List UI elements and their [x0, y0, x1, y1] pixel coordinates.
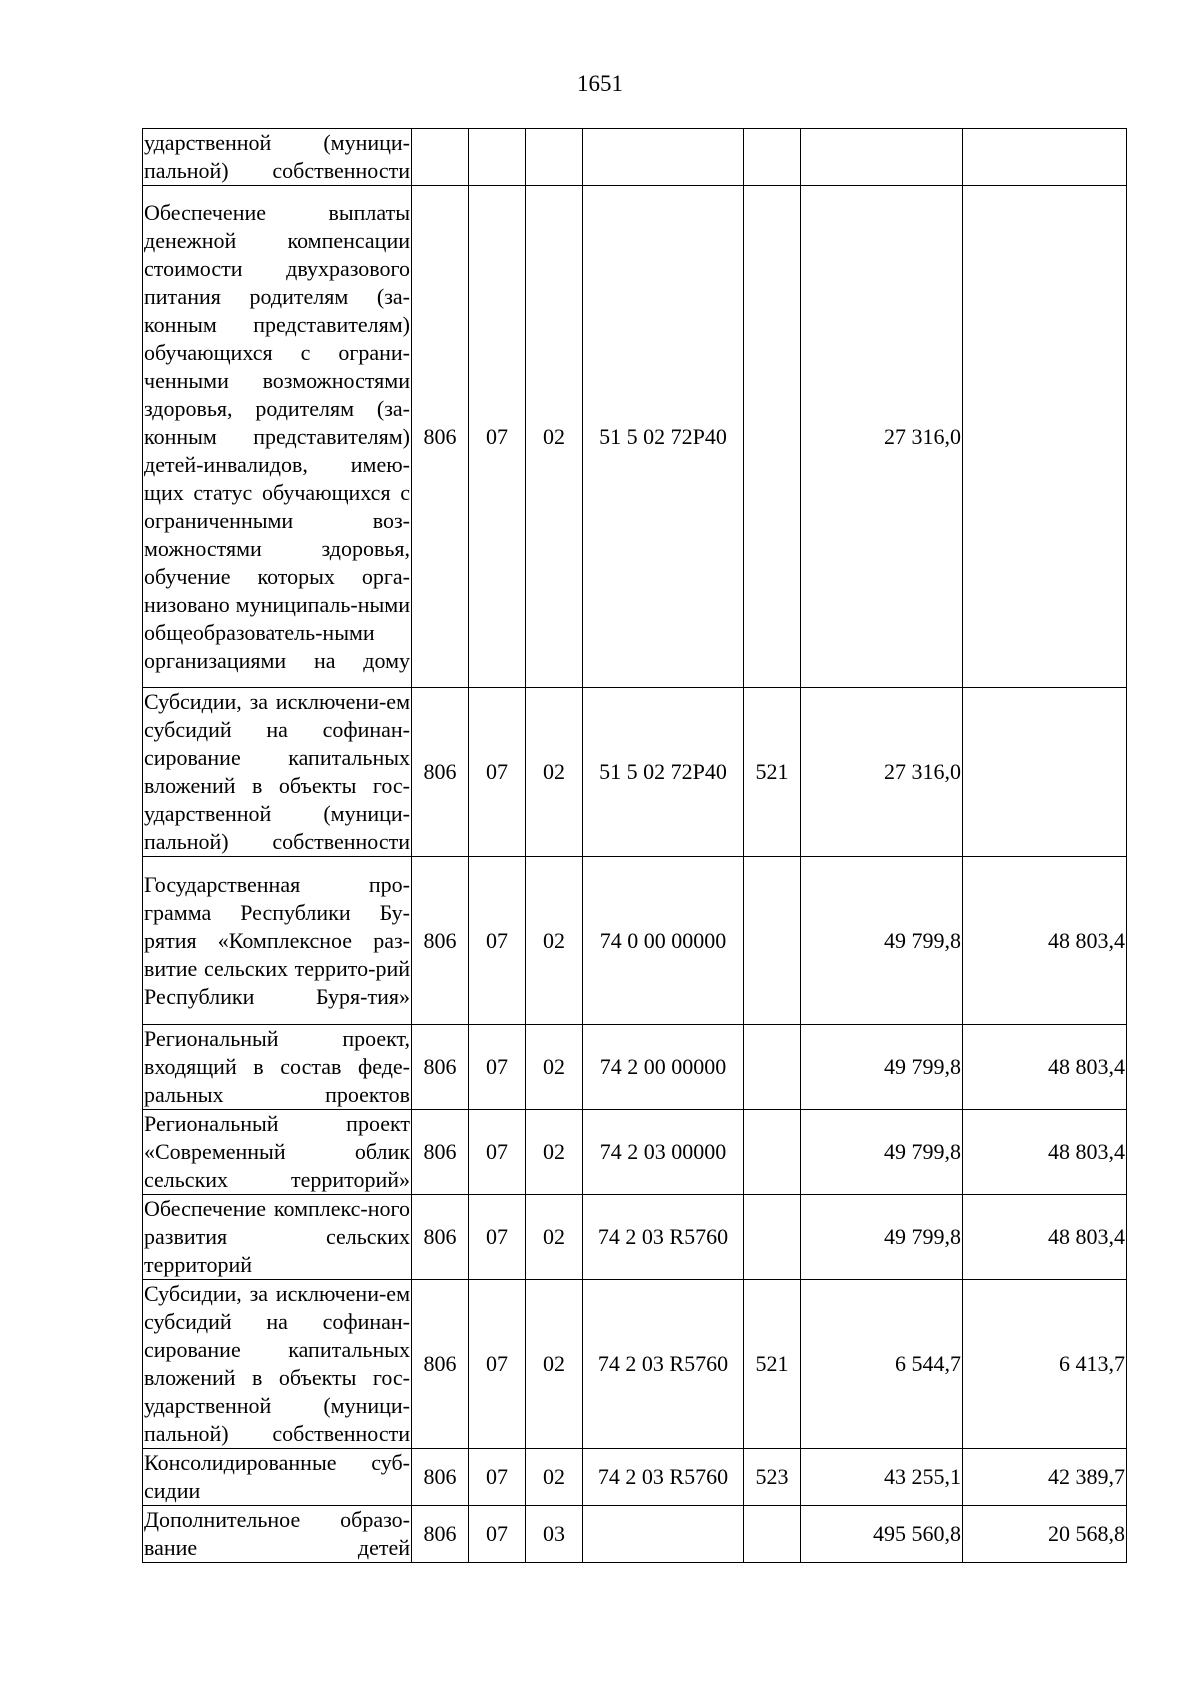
table-row [143, 1110, 1127, 1195]
target-item-code [583, 129, 744, 186]
target-item-code: 74 2 03 R5760 [583, 1195, 744, 1280]
expense-type-code [744, 1195, 801, 1280]
target-item-code [583, 1506, 744, 1563]
section-code: 07 [469, 1195, 526, 1280]
section-code: 07 [469, 1449, 526, 1506]
amount-1: 49 799,8 [801, 857, 963, 1025]
subsection-code [526, 129, 583, 186]
amount-2: 48 803,4 [963, 857, 1127, 1025]
expense-type-code [744, 1025, 801, 1110]
section-code: 07 [469, 1025, 526, 1110]
table-row [143, 1195, 1127, 1280]
amount-1: 6 544,7 [801, 1280, 963, 1449]
amount-1: 27 316,0 [801, 688, 963, 857]
target-item-code: 74 2 03 R5760 [583, 1280, 744, 1449]
section-code: 07 [469, 1506, 526, 1563]
amount-1: 495 560,8 [801, 1506, 963, 1563]
table-row [143, 688, 1127, 857]
table-row [143, 129, 1127, 186]
row-description: Субсидии, за исключени-ем субсидий на софинан-сирование капитальных вложений в объекты гос-ударственной (муници-пальной) собственности [143, 1280, 412, 1449]
subsection-code: 02 [526, 1025, 583, 1110]
grbs-code: 806 [412, 1506, 469, 1563]
subsection-code: 02 [526, 1195, 583, 1280]
amount-1: 27 316,0 [801, 186, 963, 688]
amount-2: 20 568,8 [963, 1506, 1127, 1563]
subsection-code: 02 [526, 857, 583, 1025]
grbs-code: 806 [412, 1110, 469, 1195]
amount-2 [963, 186, 1127, 688]
target-item-code: 74 2 03 R5760 [583, 1449, 744, 1506]
page-number: 1651 [577, 71, 623, 96]
table-row [143, 1025, 1127, 1110]
subsection-code: 02 [526, 186, 583, 688]
expense-type-code [744, 129, 801, 186]
table-row [143, 1449, 1127, 1506]
row-description: Региональный проект, входящий в состав феде-ральных проектов [143, 1025, 412, 1110]
amount-1: 49 799,8 [801, 1195, 963, 1280]
subsection-code: 02 [526, 1110, 583, 1195]
expense-type-code [744, 857, 801, 1025]
row-description: Государственная про-грамма Республики Бу-рятия «Комплексное раз-витие сельских террито-рий Республики Буря-тия» [143, 857, 412, 1025]
target-item-code: 74 2 00 00000 [583, 1025, 744, 1110]
expense-type-code: 521 [744, 688, 801, 857]
amount-1: 49 799,8 [801, 1025, 963, 1110]
table-row [143, 1280, 1127, 1449]
amount-2: 48 803,4 [963, 1195, 1127, 1280]
amount-1: 43 255,1 [801, 1449, 963, 1506]
row-description: Консолидированные суб-сидии [143, 1449, 412, 1506]
table-row [143, 1506, 1127, 1563]
grbs-code: 806 [412, 186, 469, 688]
row-description: Региональный проект «Современный облик сельских территорий» [143, 1110, 412, 1195]
expense-type-code: 523 [744, 1449, 801, 1506]
section-code: 07 [469, 688, 526, 857]
budget-table [142, 128, 1127, 1563]
row-description: ударственной (муници-пальной) собственности [143, 129, 412, 186]
section-code: 07 [469, 1110, 526, 1195]
grbs-code: 806 [412, 1025, 469, 1110]
amount-2 [963, 129, 1127, 186]
expense-type-code [744, 1110, 801, 1195]
target-item-code: 51 5 02 72Р40 [583, 186, 744, 688]
subsection-code: 02 [526, 1280, 583, 1449]
grbs-code [412, 129, 469, 186]
amount-1 [801, 129, 963, 186]
amount-2: 48 803,4 [963, 1025, 1127, 1110]
table-row [143, 186, 1127, 688]
target-item-code: 74 2 03 00000 [583, 1110, 744, 1195]
section-code: 07 [469, 857, 526, 1025]
subsection-code: 02 [526, 688, 583, 857]
expense-type-code [744, 1506, 801, 1563]
row-description: Дополнительное образо-вание детей [143, 1506, 412, 1563]
subsection-code: 02 [526, 1449, 583, 1506]
grbs-code: 806 [412, 857, 469, 1025]
grbs-code: 806 [412, 1195, 469, 1280]
row-description: Обеспечение выплаты денежной компенсации стоимости двухразового питания родителям (за-конным представителям) обучающихся с ограни-ченными возможностями здоровья, родителям (за-конным представителям) детей-инвалидов, имею-щих статус обучающихся с ограниченными воз-можностями здоровья, обучение которых орга-низовано муниципаль-ными общеобразователь-ными организациями на дому [143, 186, 412, 688]
amount-2: 48 803,4 [963, 1110, 1127, 1195]
section-code [469, 129, 526, 186]
target-item-code: 74 0 00 00000 [583, 857, 744, 1025]
section-code: 07 [469, 186, 526, 688]
amount-2 [963, 688, 1127, 857]
target-item-code: 51 5 02 72Р40 [583, 688, 744, 857]
grbs-code: 806 [412, 1449, 469, 1506]
section-code: 07 [469, 1280, 526, 1449]
row-description: Субсидии, за исключени-ем субсидий на софинан-сирование капитальных вложений в объекты гос-ударственной (муници-пальной) собственности [143, 688, 412, 857]
row-description: Обеспечение комплекс-ного развития сельских территорий [143, 1195, 412, 1280]
subsection-code: 03 [526, 1506, 583, 1563]
amount-2: 42 389,7 [963, 1449, 1127, 1506]
expense-type-code: 521 [744, 1280, 801, 1449]
amount-1: 49 799,8 [801, 1110, 963, 1195]
grbs-code: 806 [412, 1280, 469, 1449]
grbs-code: 806 [412, 688, 469, 857]
table-row [143, 857, 1127, 1025]
expense-type-code [744, 186, 801, 688]
amount-2: 6 413,7 [963, 1280, 1127, 1449]
